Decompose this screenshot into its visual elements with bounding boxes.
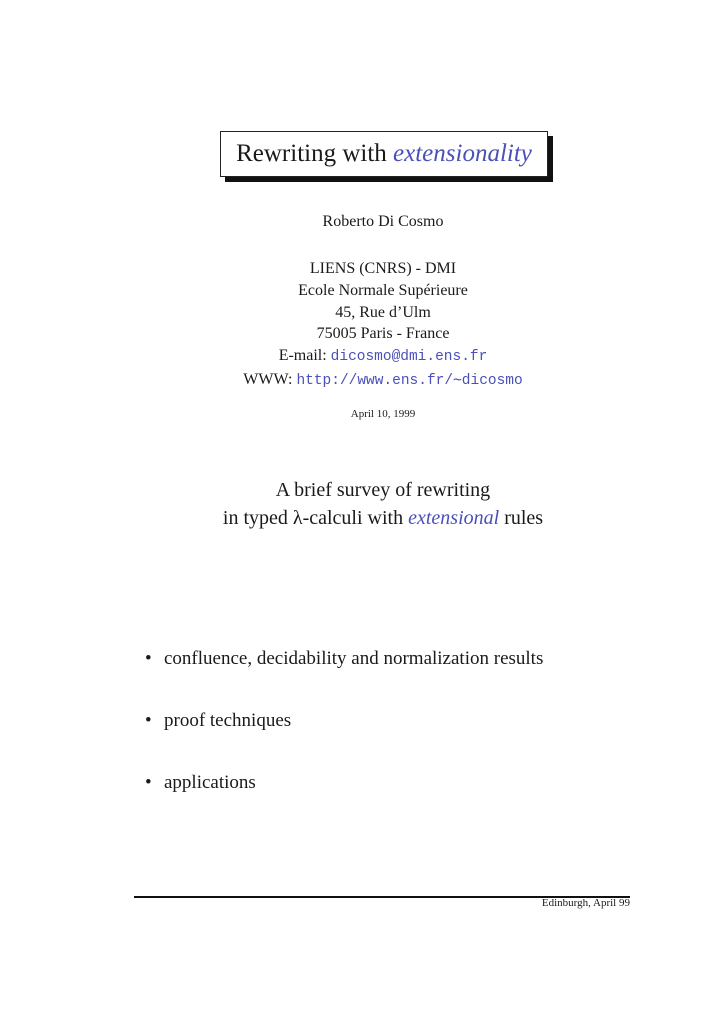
title-text: Rewriting with xyxy=(236,140,394,167)
list-item-text: proof techniques xyxy=(164,710,292,731)
title-box xyxy=(220,131,548,177)
subtitle xyxy=(130,476,636,532)
affiliation-line: 75005 Paris - France xyxy=(316,325,450,343)
affiliation-block xyxy=(130,258,636,393)
email-label: E-mail: xyxy=(278,347,331,365)
bullet-icon: • xyxy=(145,710,152,731)
subtitle-accent-text: extensional xyxy=(408,507,500,529)
www-row xyxy=(130,369,636,393)
www-label: WWW: xyxy=(243,370,297,388)
bullet-icon: • xyxy=(145,772,152,793)
list-item-text: confluence, decidability and normalization results xyxy=(164,648,544,669)
author-name: Roberto Di Cosmo xyxy=(322,213,444,230)
list-item xyxy=(145,710,543,772)
footer-text: Edinburgh, April 99 xyxy=(541,897,630,909)
affiliation-line: 45, Rue d’Ulm xyxy=(335,303,431,321)
subtitle-line-1: A brief survey of rewriting xyxy=(275,479,491,501)
subtitle-text: rules xyxy=(499,507,544,529)
date: April 10, 1999 xyxy=(350,408,416,420)
www-link[interactable]: http://www.ens.fr/∼dicosmo xyxy=(296,372,523,389)
list-item-text: applications xyxy=(164,772,256,793)
email-row xyxy=(130,345,636,369)
email-link[interactable]: dicosmo@dmi.ens.fr xyxy=(330,349,488,366)
affiliation-line: LIENS (CNRS) - DMI xyxy=(309,260,457,277)
bullet-icon: • xyxy=(145,648,152,669)
title-accent-text: extensionality xyxy=(393,140,532,167)
list-item xyxy=(145,648,543,710)
subtitle-text: in typed λ-calculi with xyxy=(222,507,409,529)
affiliation-line: Ecole Normale Supérieure xyxy=(298,281,468,299)
bullet-list xyxy=(145,648,543,834)
list-item xyxy=(145,772,543,834)
subtitle-line-2 xyxy=(130,504,636,532)
